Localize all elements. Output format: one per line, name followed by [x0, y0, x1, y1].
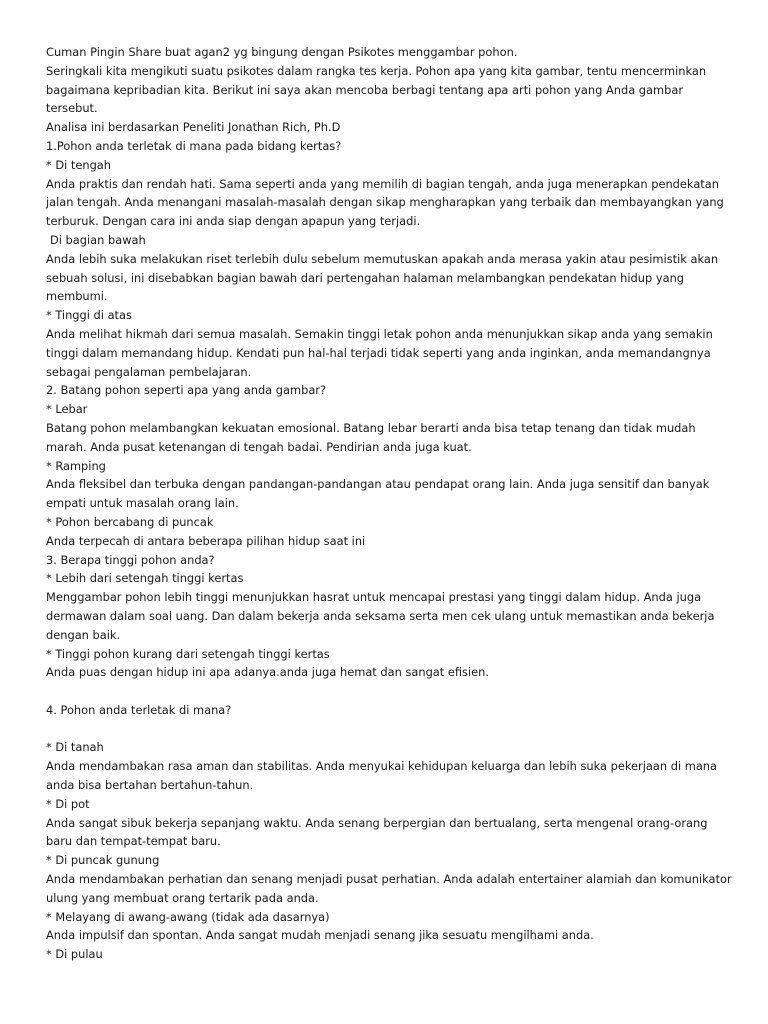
question-2: 2. Batang pohon seperti apa yang anda gambar?: [46, 383, 327, 398]
blank-line: [46, 720, 736, 739]
option-lebih-dari-setengah: * Lebih dari setengah tinggi kertas: [46, 571, 244, 586]
answer-melayang: Anda impulsif dan spontan. Anda sangat mudah menjadi senang jika sesuatu mengilhami anda.: [46, 928, 594, 943]
question-1: 1.Pohon anda terletak di mana pada bidang kertas?: [46, 138, 342, 153]
answer-di-pot: Anda sangat sibuk bekerja sepanjang waktu. Anda senang berpergian dan bertualang, serta mengenal orang-orang baru dan tempat-tempat baru.: [46, 815, 708, 849]
document-body: [46, 43, 736, 964]
answer-tinggi-di-atas: Anda melihat hikmah dari semua masalah. Semakin tinggi letak pohon anda menunjukkan sikap anda yang semakin tinggi dalam memandang hidup. Kendati pun hal-hal terjadi tidak seperti yang anda inginkan, anda memandangnya sebagai pengalaman pembelajaran.: [46, 326, 713, 379]
option-di-bagian-bawah: Di bagian bawah: [50, 232, 146, 247]
option-di-puncak-gunung: * Di puncak gunung: [46, 853, 160, 868]
option-bercabang: * Pohon bercabang di puncak: [46, 514, 214, 529]
answer-di-bagian-bawah: Anda lebih suka melakukan riset terlebih dulu sebelum memutuskan apakah anda merasa yakin atau pesimistik akan sebuah solusi, ini disebabkan bagian bawah dari pertengahan halaman melambangkan pendekatan hidup yang membumi.: [46, 251, 719, 304]
question-3: 3. Berapa tinggi pohon anda?: [46, 552, 215, 567]
answer-lebar: Batang pohon melambangkan kekuatan emosional. Batang lebar berarti anda bisa tetap tenang dan tidak mudah marah. Anda pusat ketenangan di tengah badai. Pendirian anda juga kuat.: [46, 420, 696, 454]
paragraph-source: Analisa ini berdasarkan Peneliti Jonathan Rich, Ph.D: [46, 120, 341, 135]
answer-di-puncak-gunung: Anda mendambakan perhatian dan senang menjadi pusat perhatian. Anda adalah entertainer alamiah dan komunikator ulung yang membuat orang tertarik pada anda.: [46, 872, 732, 905]
paragraph-intro: Seringkali kita mengikuti suatu psikotes dalam rangka tes kerja. Pohon apa yang kita gambar, tentu mencerminkan bagaimana kepribadian kita. Berikut ini saya akan mencoba berbagi tentang apa arti pohon yang Anda gambar tersebut.: [46, 63, 707, 116]
answer-lebih-dari-setengah: Menggambar pohon lebih tinggi menunjukkan hasrat untuk mencapai prestasi yang tinggi dalam hidup. Anda juga dermawan dalam soal uang. Dan dalam bekerja anda seksama serta men cek ulang untuk memastikan anda bekerja dengan baik.: [46, 590, 715, 642]
option-di-pot: * Di pot: [46, 796, 90, 811]
answer-ramping: Anda fleksibel dan terbuka dengan pandangan-pandangan atau pendapat orang lain. Anda juga sensitif dan banyak empati untuk masalah orang lain.: [46, 477, 710, 511]
option-lebar: * Lebar: [46, 402, 88, 417]
option-di-pulau: * Di pulau: [46, 947, 103, 962]
option-tinggi-di-atas: * Tinggi di atas: [46, 308, 132, 323]
blank-line: [46, 682, 736, 701]
answer-kurang-dari-setengah: Anda puas dengan hidup ini apa adanya.anda juga hemat dan sangat efisien.: [46, 665, 489, 680]
option-melayang: * Melayang di awang-awang (tidak ada dasarnya): [46, 909, 330, 924]
paragraph-intro-title: Cuman Pingin Share buat agan2 yg bingung dengan Psikotes menggambar pohon.: [46, 45, 518, 59]
answer-di-tanah: Anda mendambakan rasa aman dan stabilitas. Anda menyukai kehidupan keluarga dan lebih suka pekerjaan di mana anda bisa bertahan bertahun-tahun.: [46, 759, 718, 793]
option-di-tengah: * Di tengah: [46, 157, 111, 172]
option-ramping: * Ramping: [46, 458, 106, 473]
option-kurang-dari-setengah: * Tinggi pohon kurang dari setengah tinggi kertas: [46, 646, 330, 661]
answer-bercabang: Anda terpecah di antara beberapa pilihan hidup saat ini: [46, 533, 366, 548]
option-di-tanah: * Di tanah: [46, 740, 104, 755]
answer-di-tengah: Anda praktis dan rendah hati. Sama seperti anda yang memilih di bagian tengah, anda juga menerapkan pendekatan jalan tengah. Anda menangani masalah-masalah dengan sikap mengharapkan yang terbaik dan membayangkan yang terburuk. Dengan cara ini anda siap dengan apapun yang terjadi.: [46, 176, 724, 229]
question-4: 4. Pohon anda terletak di mana?: [46, 702, 232, 717]
